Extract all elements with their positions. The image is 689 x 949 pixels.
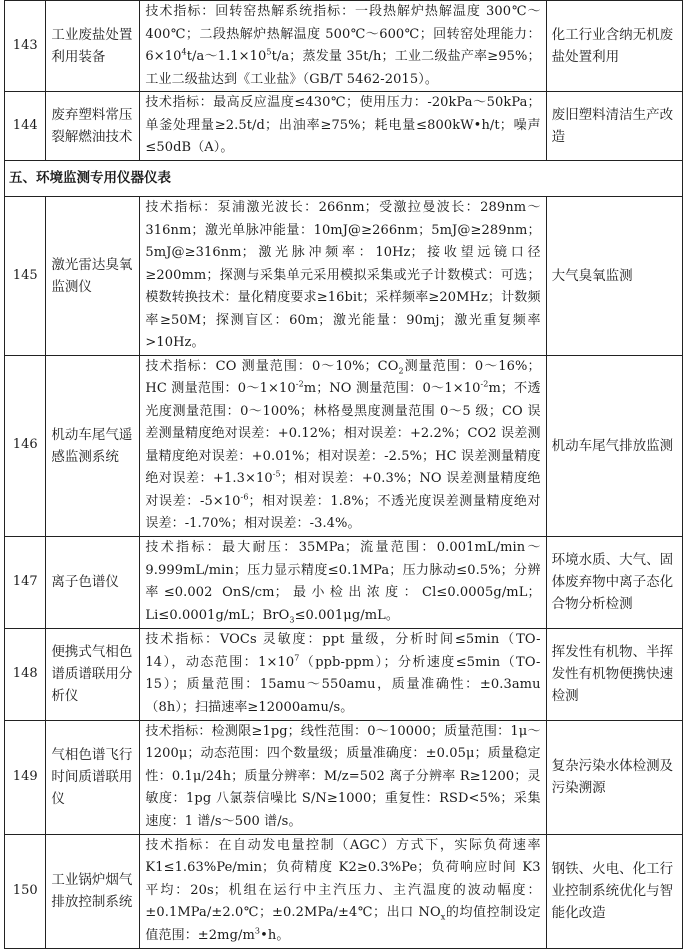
spec-text: m；不透光度测量范围：0～100%；林格曼黑度测量范围 0～5 级；CO 误差测量精度绝对误差：+0.12%；相对误差：+2.2%；CO2 误差测量精度绝对误差：+0.01%；相对误差：-2.5%；HC 误差测量精度绝对误差：+1.3×10 <box>145 381 541 486</box>
row-number: 148 <box>5 628 46 720</box>
spec-text: 技术指标：CO 测量范围：0～10%；CO <box>145 358 399 374</box>
equipment-name: 废弃塑料常压裂解燃油技术 <box>46 92 140 161</box>
technical-spec <box>140 92 546 161</box>
spec-text: m；NO 测量范围：0～1×10 <box>303 381 481 396</box>
spec-text: t/a～1.1×10 <box>186 49 267 64</box>
spec-text: •h。 <box>260 927 290 943</box>
application-field: 废旧塑料清洁生产改造 <box>546 92 682 161</box>
spec-superscript: 7 <box>294 653 300 663</box>
technical-spec <box>140 628 546 720</box>
spec-text: ；相对误差：1.8%；不透光度误差测量精度绝对误差：-1.70%；相对误差：-3.4%。 <box>145 493 541 531</box>
spec-superscript: -6 <box>240 492 249 502</box>
technical-spec <box>140 197 546 356</box>
table-row <box>5 197 683 356</box>
spec-text: 技术指标：在自动发电量控制（AGC）方式下，实际负荷速率 K1≤1.63%Pe/min；负荷精度 K2≥0.3%Pe；负荷响应时间 K3 平均：20s；机组在运行中主汽压力、主汽温度的波动幅度：±0.1MPa/±2.0℃；±0.2MPa/±4℃；出口 NO <box>145 837 541 921</box>
spec-text: 测量范围：0～16%；HC 测量范围：0～1×10 <box>145 358 541 396</box>
section-header-row <box>5 161 683 197</box>
spec-superscript: 3 <box>254 926 261 936</box>
row-number: 146 <box>5 355 46 536</box>
table-row <box>5 1 683 92</box>
spec-superscript: 4 <box>181 47 187 57</box>
spec-text: t/a；蒸发量 35t/h；工业二级盐产率≥95%；工业二级盐达到《工业盐》（GB/T 5462-2015）。 <box>145 49 541 87</box>
spec-text: 技术指标：VOCs 灵敏度：ppt 量级，分析时间≤5min（TO-14），动态范围：1×10 <box>145 632 541 670</box>
table-row <box>5 355 683 536</box>
technical-spec <box>140 720 546 834</box>
equipment-name: 工业废盐处置利用装备 <box>46 1 140 92</box>
equipment-table <box>4 0 683 949</box>
spec-text: 技术指标：最大耐压：35MPa；流量范围：0.001mL/min～9.999mL/min；压力显示精度≤0.1MPa；压力脉动≤0.5%；分辨率≤0.002 OnS/cm；最小检出浓度：Cl≤0.0005g/mL；Li≤0.0001g/mL；BrO <box>145 540 541 623</box>
table-row <box>5 834 683 948</box>
application-field: 化工行业含纳无机废盐处置利用 <box>546 1 682 92</box>
spec-subscript: 3 <box>289 615 295 625</box>
row-number: 150 <box>5 834 46 948</box>
equipment-name: 离子色谱仪 <box>46 536 140 628</box>
table-row <box>5 92 683 161</box>
table-row <box>5 628 683 720</box>
application-field: 挥发性有机物、半挥发性有机物便携快速检测 <box>546 628 682 720</box>
spec-text: 技术指标：检测限≥1pg；线性范围：0～10000；质量范围：1μ～1200μ；动态范围：四个数量级；质量准确度：±0.05μ；质量稳定性：0.1μ/24h；质量分辨率：M/z=502 离子分辨率 R≥1200；灵敏度：1pg 八氯萘信噪比 S/N≥1000；重复性：RSD<5%；采集速度：1 谱/s～500 谱/s。 <box>145 723 541 829</box>
spec-text: ；相对误差：+0.3%；NO 误差测量精度绝对误差：-5×10 <box>145 471 541 509</box>
equipment-name: 机动车尾气遥感监测系统 <box>46 355 140 536</box>
row-number: 145 <box>5 197 46 356</box>
application-field: 机动车尾气排放监测 <box>546 355 682 536</box>
equipment-name: 气相色谱飞行时间质谱联用仪 <box>46 720 140 834</box>
spec-subscript: 2 <box>398 366 404 376</box>
technical-spec <box>140 536 546 628</box>
spec-text: 技术指标：回转窑热解系统指标：一段热解炉热解温度 300℃～400℃；二段热解炉热解温度 500℃～600℃；回转窑处理能力：6×10 <box>145 4 541 64</box>
application-field: 复杂污染水体检测及污染溯源 <box>546 720 682 834</box>
spec-text: 的均值控制设定值范围：±2mg/m <box>145 905 541 943</box>
spec-text: 技术指标：最高反应温度≤430℃；使用压力：-20kPa～50kPa；单釜处理量≥2.5t/d；出油率≥75%；耗电量≤800kW•h/t；噪声≤50dB（A）。 <box>145 95 541 156</box>
table-row <box>5 536 683 628</box>
spec-subscript: x <box>440 912 446 922</box>
application-field: 环境水质、大气、固体废弃物中离子态化合物分析检测 <box>546 536 682 628</box>
row-number: 144 <box>5 92 46 161</box>
equipment-name: 工业锅炉烟气排放控制系统 <box>46 834 140 948</box>
spec-text: ≤0.001μg/mL。 <box>294 607 399 623</box>
technical-spec <box>140 1 546 92</box>
spec-superscript: -2 <box>480 379 489 389</box>
equipment-name: 便携式气相色谱质谱联用分析仪 <box>46 628 140 720</box>
technical-spec <box>140 834 546 948</box>
section-title: 五、环境监测专用仪器仪表 <box>5 161 683 197</box>
application-field: 大气臭氧监测 <box>546 197 682 356</box>
spec-text: （ppb-ppm）；分析速度≤5min（TO-15）；质量范围：15amu～550amu，质量准确性：±0.3amu（8h）；扫描速率≥12000amu/s。 <box>145 654 541 715</box>
spec-superscript: 5 <box>266 47 272 57</box>
application-field: 钢铁、火电、化工行业控制系统优化与智能化改造 <box>546 834 682 948</box>
spec-superscript: -2 <box>295 379 304 389</box>
spec-text: 技术指标：泵浦激光波长：266nm；受激拉曼波长：289nm～316nm；激光单脉冲能量：10mJ@≥266nm；5mJ@≥289nm；5mJ@≥316nm；激光脉冲频率：10Hz；接收望远镜口径≥200mm；探测与采集单元采用模拟采集或光子计数模式：可选；模数转换技术：量化精度要求≥16bit；采样频率≥20MHz；计数频率≥50M；探测盲区：60m；激光能量：90mj；激光重复频率>10Hz。 <box>145 200 541 350</box>
equipment-name: 激光雷达臭氧监测仪 <box>46 197 140 356</box>
row-number: 143 <box>5 1 46 92</box>
spec-superscript: -5 <box>272 469 281 479</box>
row-number: 149 <box>5 720 46 834</box>
table-row <box>5 720 683 834</box>
row-number: 147 <box>5 536 46 628</box>
technical-spec <box>140 355 546 536</box>
